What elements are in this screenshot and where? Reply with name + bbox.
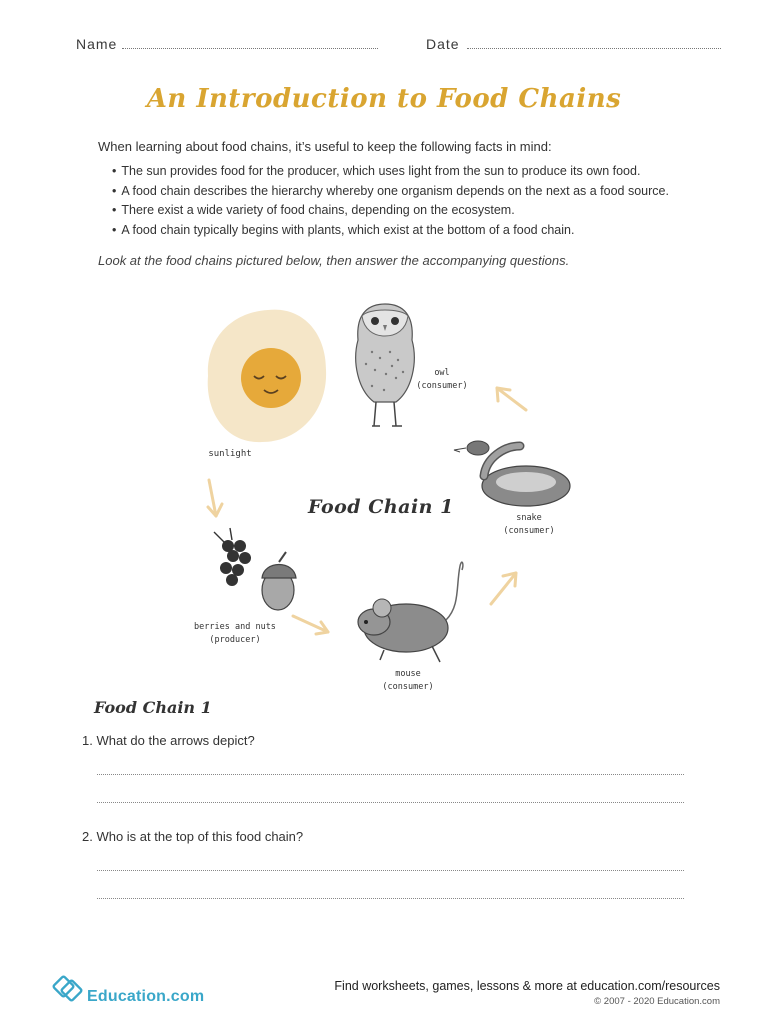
answer-line[interactable] (97, 870, 684, 871)
question-1: 1. What do the arrows depict? (82, 733, 255, 748)
mouse-role: (consumer) (382, 682, 434, 692)
facts-list (112, 162, 669, 241)
name-label: Name (76, 36, 118, 52)
mouse-illustration (358, 562, 463, 662)
copyright-text: © 2007 - 2020 Education.com (594, 996, 720, 1007)
arrow-mouse-to-snake (491, 573, 516, 604)
sun-illustration (208, 310, 326, 443)
section-title: Food Chain 1 (94, 698, 212, 717)
berries-name: berries and nuts (194, 622, 276, 632)
owl-label (412, 367, 472, 393)
answer-line[interactable] (97, 774, 684, 775)
owl-illustration (356, 304, 415, 426)
arrow-snake-to-owl (497, 388, 526, 410)
sunlight-name: sunlight (208, 449, 252, 459)
instruction-text: Look at the food chains pictured below, then answer the accompanying questions. (98, 253, 570, 268)
fact-item: • The sun provides food for the producer, which uses light from the sun to produce its own food. (112, 162, 669, 182)
diagram-title: Food Chain 1 (308, 496, 454, 518)
snake-label (494, 512, 564, 538)
question-2: 2. Who is at the top of this food chain? (82, 829, 304, 844)
snake-role: (consumer) (503, 526, 555, 536)
answer-line[interactable] (97, 802, 684, 803)
name-field[interactable] (122, 48, 378, 49)
mouse-name: mouse (395, 669, 421, 679)
fact-item: • A food chain describes the hierarchy whereby one organism depends on the next as a food source. (112, 182, 669, 202)
mouse-label (372, 668, 444, 694)
owl-role: (consumer) (416, 381, 468, 391)
berries-label (180, 621, 290, 647)
date-field[interactable] (467, 48, 721, 49)
page-title: An Introduction to Food Chains (146, 84, 622, 114)
fact-item: • A food chain typically begins with plants, which exist at the bottom of a food chain. (112, 221, 669, 241)
answer-line[interactable] (97, 898, 684, 899)
sunlight-label (195, 448, 265, 461)
food-chain-diagram (0, 290, 768, 700)
brand-name: Education.com (87, 988, 205, 1005)
arrow-sunlight-to-berries (208, 480, 222, 516)
fact-item: • There exist a wide variety of food chains, depending on the ecosystem. (112, 201, 669, 221)
resources-link[interactable]: Find worksheets, games, lessons & more at education.com/resources (334, 979, 720, 993)
arrow-berries-to-mouse (293, 616, 328, 634)
snake-name: snake (516, 513, 542, 523)
intro-text: When learning about food chains, it’s useful to keep the following facts in mind: (98, 139, 552, 154)
snake-illustration (454, 441, 570, 506)
berries-role: (producer) (209, 635, 261, 645)
education-logo-icon (52, 970, 86, 1004)
date-label: Date (426, 36, 460, 52)
owl-name: owl (434, 368, 450, 378)
berries-illustration (214, 528, 296, 610)
